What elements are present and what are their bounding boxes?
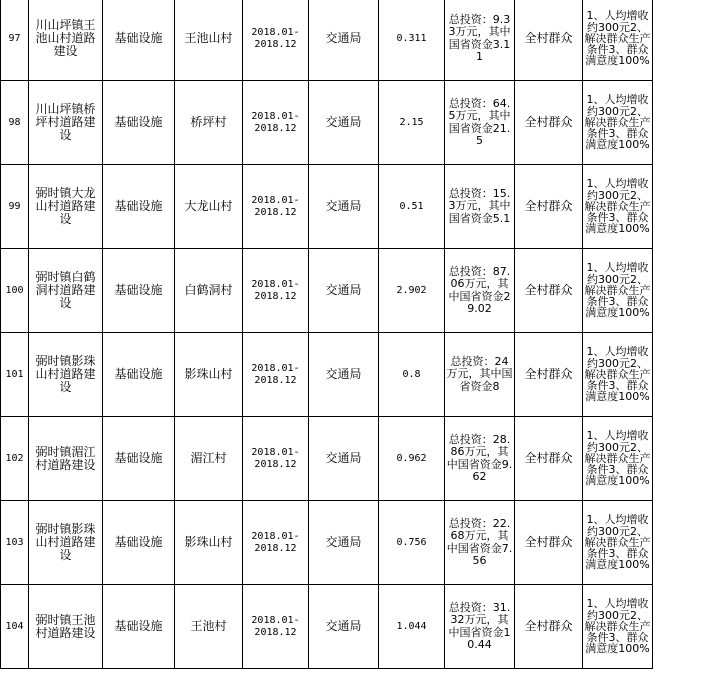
- responsible-department: 交通局: [309, 417, 379, 501]
- row-number: 97: [1, 0, 29, 81]
- row-number: 102: [1, 417, 29, 501]
- project-name: 川山坪镇王池山村道路建设: [29, 0, 103, 81]
- project-category: 基础设施: [103, 501, 175, 585]
- project-name: 弼时镇湄江村道路建设: [29, 417, 103, 501]
- beneficiaries: 全村群众: [515, 501, 583, 585]
- table-row: [1, 501, 653, 585]
- expected-benefit: 1、人均增收约300元2、解决群众生产条件3、群众满意度100%: [583, 585, 653, 669]
- project-category: 基础设施: [103, 417, 175, 501]
- project-name: 弼时镇白鹤洞村道路建设: [29, 249, 103, 333]
- village-name: 白鹤洞村: [175, 249, 243, 333]
- fund-amount: 0.756: [379, 501, 445, 585]
- row-number: 99: [1, 165, 29, 249]
- investment-detail: 总投资：64.5万元，其中国省资金21.5: [445, 81, 515, 165]
- fund-amount: 0.311: [379, 0, 445, 81]
- fund-amount: 0.962: [379, 417, 445, 501]
- beneficiaries: 全村群众: [515, 249, 583, 333]
- expected-benefit: 1、人均增收约300元2、解决群众生产条件3、群众满意度100%: [583, 249, 653, 333]
- investment-detail: 总投资：87.06万元，其中国省资金29.02: [445, 249, 515, 333]
- table-row: [1, 417, 653, 501]
- expected-benefit: 1、人均增收约300元2、解决群众生产条件3、群众满意度100%: [583, 333, 653, 417]
- expected-benefit: 1、人均增收约300元2、解决群众生产条件3、群众满意度100%: [583, 0, 653, 81]
- beneficiaries: 全村群众: [515, 165, 583, 249]
- investment-detail: 总投资：28.86万元，其中国省资金9.62: [445, 417, 515, 501]
- row-number: 103: [1, 501, 29, 585]
- expected-benefit: 1、人均增收约300元2、解决群众生产条件3、群众满意度100%: [583, 81, 653, 165]
- village-name: 王池村: [175, 585, 243, 669]
- table-row: [1, 333, 653, 417]
- fund-amount: 2.902: [379, 249, 445, 333]
- responsible-department: 交通局: [309, 0, 379, 81]
- beneficiaries: 全村群众: [515, 81, 583, 165]
- fund-amount: 2.15: [379, 81, 445, 165]
- village-name: 大龙山村: [175, 165, 243, 249]
- fund-amount: 1.044: [379, 585, 445, 669]
- construction-period: 2018.01-2018.12: [243, 501, 309, 585]
- beneficiaries: 全村群众: [515, 585, 583, 669]
- project-name: 弼时镇影珠山村道路建设: [29, 501, 103, 585]
- project-category: 基础设施: [103, 585, 175, 669]
- expected-benefit: 1、人均增收约300元2、解决群众生产条件3、群众满意度100%: [583, 165, 653, 249]
- table-row: [1, 585, 653, 669]
- row-number: 98: [1, 81, 29, 165]
- village-name: 桥坪村: [175, 81, 243, 165]
- expected-benefit: 1、人均增收约300元2、解决群众生产条件3、群众满意度100%: [583, 417, 653, 501]
- fund-amount: 0.8: [379, 333, 445, 417]
- construction-period: 2018.01-2018.12: [243, 81, 309, 165]
- project-name: 弼时镇影珠山村道路建设: [29, 333, 103, 417]
- investment-detail: 总投资：15.3万元，其中国省资金5.1: [445, 165, 515, 249]
- responsible-department: 交通局: [309, 165, 379, 249]
- project-category: 基础设施: [103, 0, 175, 81]
- beneficiaries: 全村群众: [515, 333, 583, 417]
- responsible-department: 交通局: [309, 333, 379, 417]
- beneficiaries: 全村群众: [515, 0, 583, 81]
- investment-detail: 总投资：9.33万元，其中国省资金3.11: [445, 0, 515, 81]
- investment-detail: 总投资：24万元，其中国省资金8: [445, 333, 515, 417]
- construction-period: 2018.01-2018.12: [243, 165, 309, 249]
- project-category: 基础设施: [103, 165, 175, 249]
- investment-detail: 总投资：31.32万元，其中国省资金10.44: [445, 585, 515, 669]
- village-name: 湄江村: [175, 417, 243, 501]
- table-row: [1, 0, 653, 81]
- project-name: 弼时镇王池村道路建设: [29, 585, 103, 669]
- row-number: 100: [1, 249, 29, 333]
- beneficiaries: 全村群众: [515, 417, 583, 501]
- construction-period: 2018.01-2018.12: [243, 417, 309, 501]
- construction-period: 2018.01-2018.12: [243, 249, 309, 333]
- row-number: 104: [1, 585, 29, 669]
- village-name: 影珠山村: [175, 501, 243, 585]
- responsible-department: 交通局: [309, 501, 379, 585]
- responsible-department: 交通局: [309, 585, 379, 669]
- construction-period: 2018.01-2018.12: [243, 0, 309, 81]
- responsible-department: 交通局: [309, 81, 379, 165]
- construction-period: 2018.01-2018.12: [243, 333, 309, 417]
- expected-benefit: 1、人均增收约300元2、解决群众生产条件3、群众满意度100%: [583, 501, 653, 585]
- construction-period: 2018.01-2018.12: [243, 585, 309, 669]
- project-category: 基础设施: [103, 81, 175, 165]
- responsible-department: 交通局: [309, 249, 379, 333]
- investment-detail: 总投资：22.68万元，其中国省资金7.56: [445, 501, 515, 585]
- project-category: 基础设施: [103, 333, 175, 417]
- village-name: 王池山村: [175, 0, 243, 81]
- table-row: [1, 81, 653, 165]
- table-body: [1, 0, 653, 669]
- project-name: 弼时镇大龙山村道路建设: [29, 165, 103, 249]
- row-number: 101: [1, 333, 29, 417]
- project-name: 川山坪镇桥坪村道路建设: [29, 81, 103, 165]
- table-row: [1, 165, 653, 249]
- project-category: 基础设施: [103, 249, 175, 333]
- village-name: 影珠山村: [175, 333, 243, 417]
- fund-amount: 0.51: [379, 165, 445, 249]
- table-row: [1, 249, 653, 333]
